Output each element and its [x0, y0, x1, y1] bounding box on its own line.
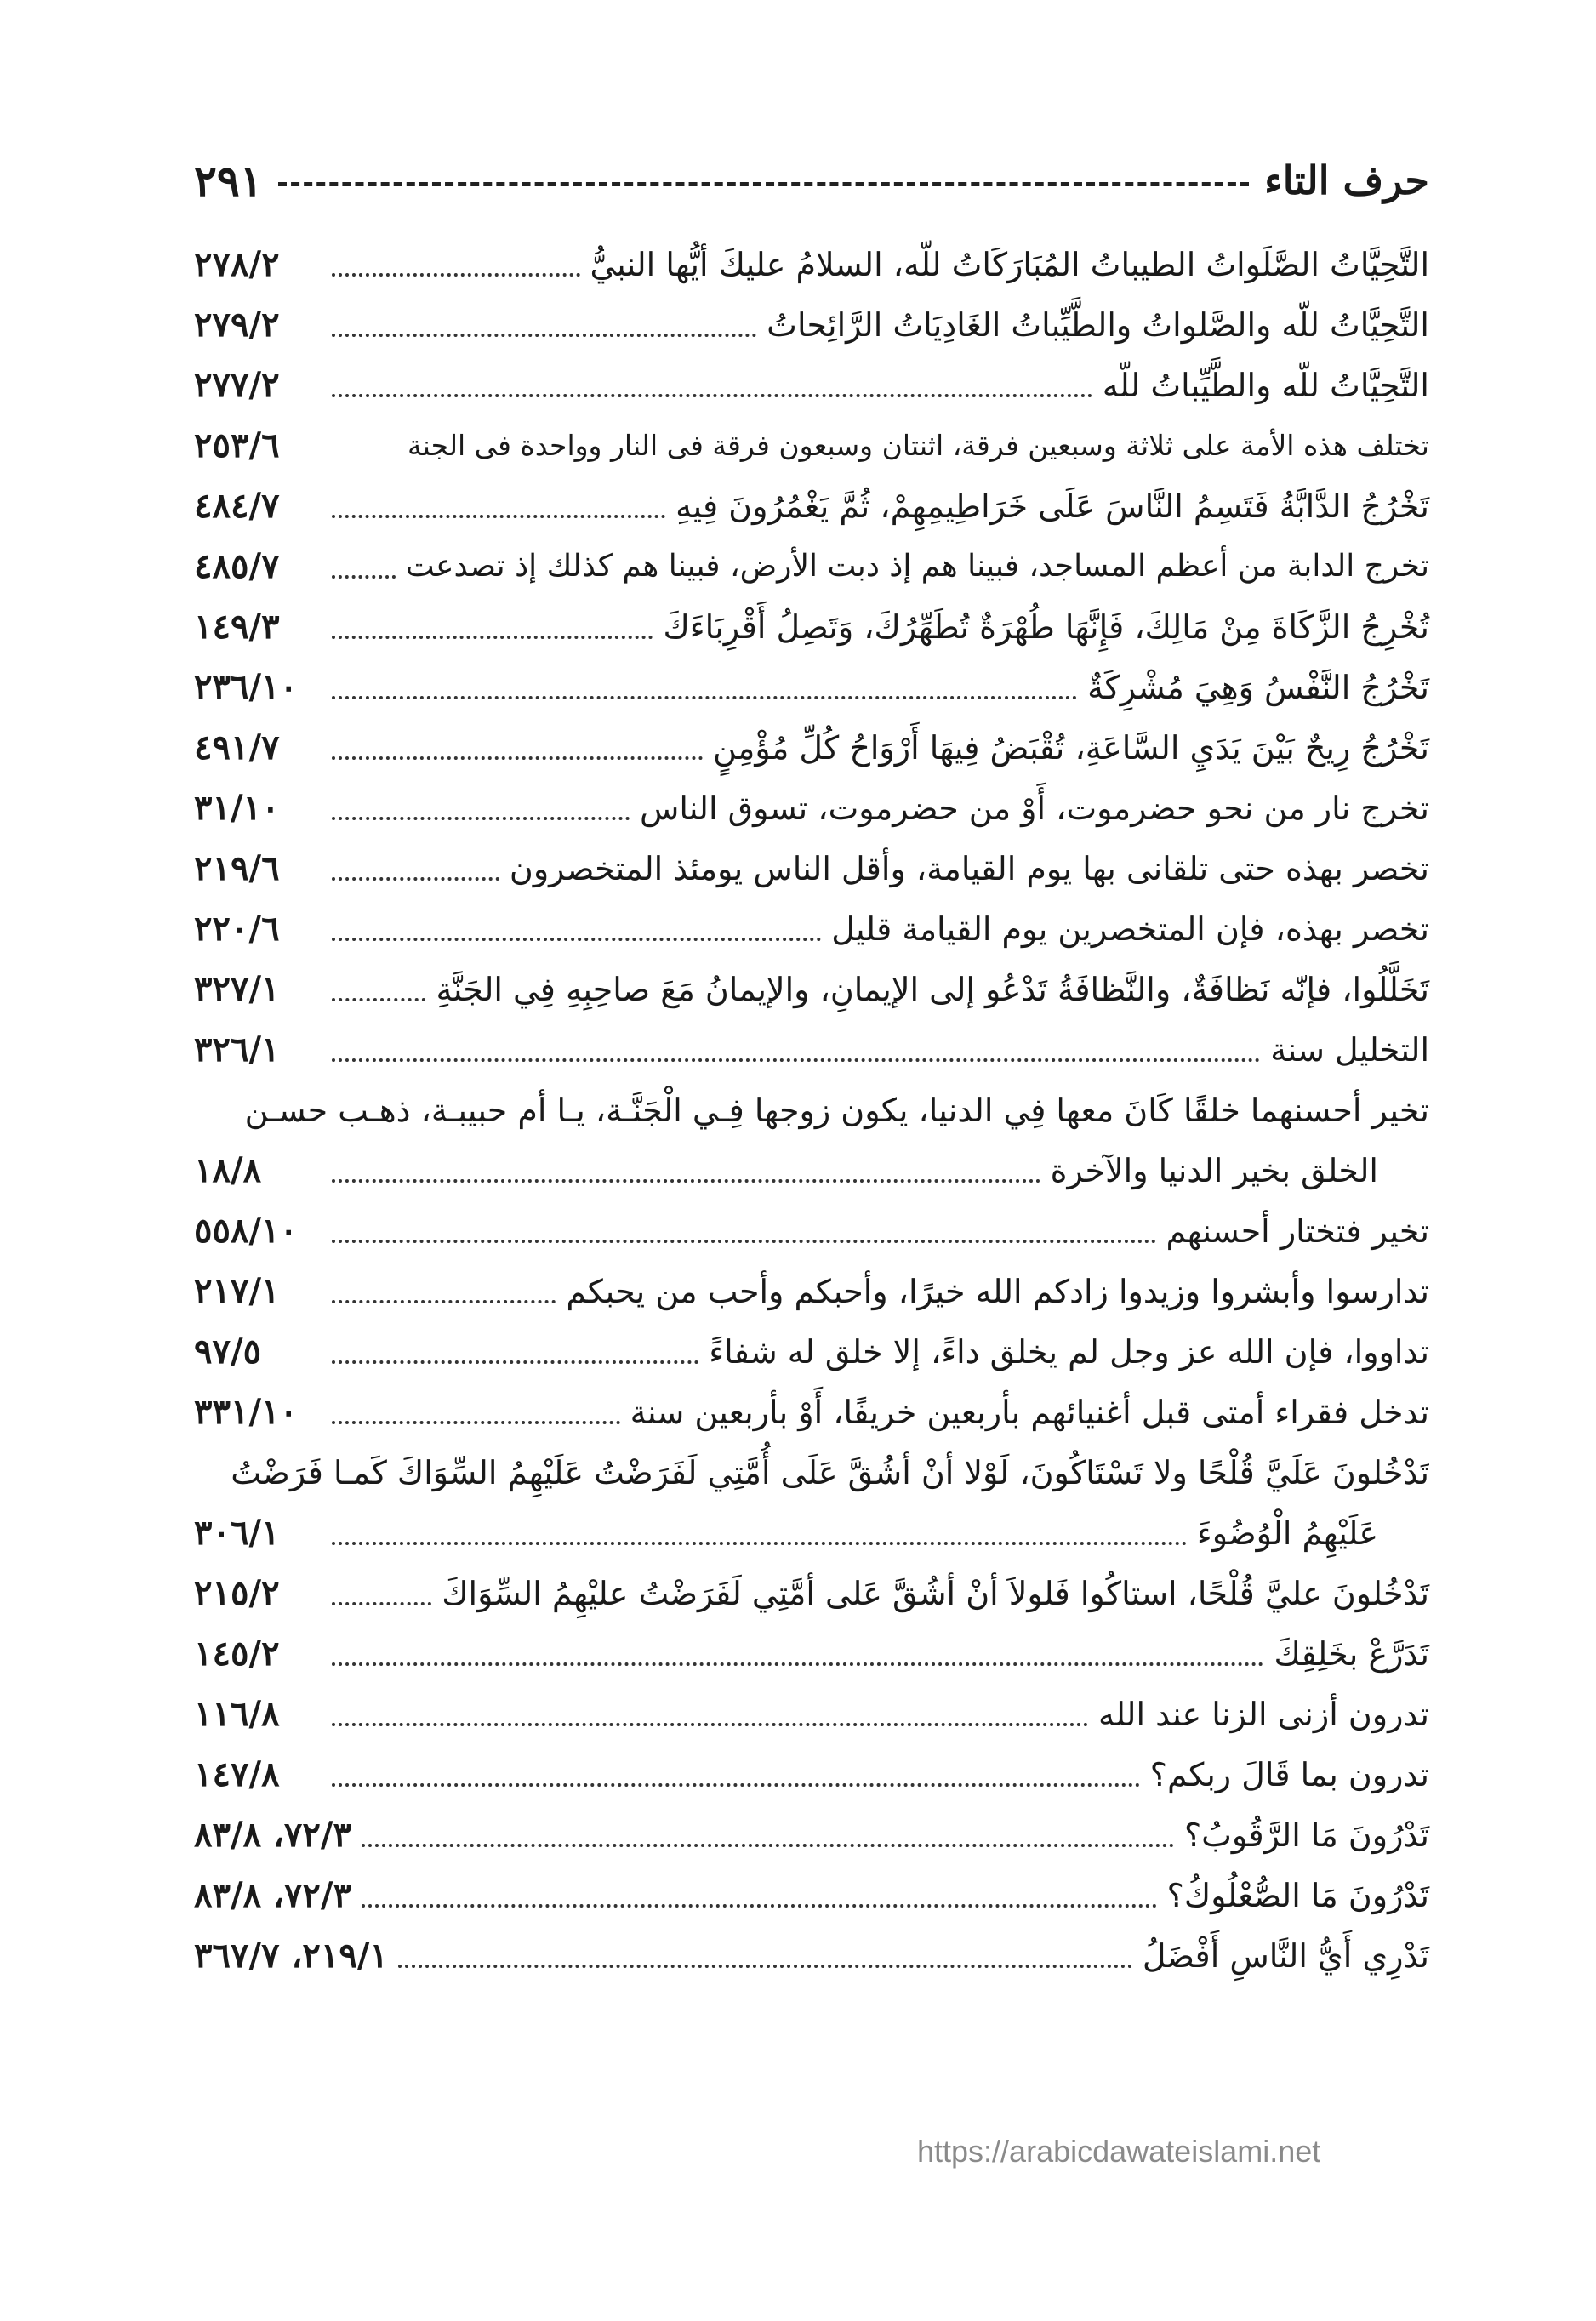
entry-reference: ٢١٩/١، ٣٦٧/٧ — [194, 1936, 388, 1976]
index-entry — [194, 471, 1429, 532]
entry-text: تَدْخُلونَ عَلَيَّ قُلْحًا ولا تَسْتَاكُونَ، لَوْلا أنْ أشُقَّ عَلَى أُمَّتِي لَفَرَضْتُ عَلَيْهِمُ السِّوَاكَ كَمـا فَرَضْتُ — [231, 1454, 1429, 1491]
watermark-url: https://arabicdawateislami.net — [917, 2134, 1321, 2169]
entry-reference: ٢٧٧/٢ — [194, 365, 280, 405]
dot-leader — [332, 1662, 1263, 1666]
index-entry — [194, 1196, 1429, 1257]
entry-text: تَدْرُونَ مَا الرَّقُوبُ؟ — [1183, 1816, 1429, 1854]
entry-reference: ٢٧٩/٢ — [194, 305, 280, 345]
entry-reference: ١٤٩/٣ — [194, 607, 280, 647]
dot-leader — [362, 1844, 1174, 1847]
dot-leader — [362, 1904, 1157, 1908]
dot-leader — [332, 1723, 1088, 1726]
entry-text: تَدْخُلونَ عليَّ قُلْحًا، استاكُوا فَلولاَ أنْ أشُقَّ عَلى أمَّتِي لَفَرَضْتُ عليْهِمُ السِّوَاكَ — [442, 1575, 1429, 1612]
entry-reference: ١٤٥/٢ — [194, 1634, 280, 1674]
entry-text: تُخْرِجُ الزَّكَاةَ مِنْ مَالِكَ، فَإِنَّهَا طُهْرَةٌ تُطَهِّرُكَ، وَتَصِلُ أَقْرِبَاءَكَ — [663, 608, 1429, 646]
entry-text: تَخَلَّلُوا، فإنّه نَظافَةٌ، والنَّظافَةُ تَدْعُو إلى الإيمانِ، والإيمانُ مَعَ صاحِبِهِ فِي الجَنَّةِ — [436, 971, 1429, 1008]
entry-text: التخليل سنة — [1270, 1031, 1429, 1069]
dot-leader — [332, 515, 665, 518]
entry-text: تداووا، فإن الله عز وجل لم يخلق داءً، إلا خلق له شفاءً — [709, 1333, 1429, 1371]
entry-reference: ٧٢/٣، ٨٣/٨ — [194, 1815, 351, 1855]
entry-reference: ٥٥٨/١٠ — [194, 1211, 299, 1251]
entry-text: تَخْرُجُ رِيحٌ بَيْنَ يَدَيِ السَّاعَةِ، تُقْبَضُ فِيهَا أَرْوَاحُ كُلِّ مُؤْمِنٍ — [713, 729, 1429, 767]
index-entry — [194, 1438, 1429, 1559]
entry-text: تدارسوا وأبشروا وزيدوا زادكم الله خيرًا، وأحبكم وأحب من يحبكم — [566, 1273, 1429, 1310]
dot-leader — [332, 394, 1092, 397]
entry-reference: ٣٣١/١٠ — [194, 1392, 299, 1432]
entry-text: تخير أحسنهما خلقًا كَانَ معها فِي الدنيا، يكون زوجها فِـي الْجَنَّـة، يـا أم حبيبـة، ذهـب حسـن — [244, 1092, 1429, 1129]
entry-text: تَخْرُجُ الدَّابَّةُ فَتَسِمُ النَّاسَ عَلَى خَرَاطِيمِهِمْ، ثُمَّ يَغْمُرُونَ فِيهِ — [675, 488, 1429, 525]
index-entry — [194, 955, 1429, 1015]
index-entry — [194, 1619, 1429, 1679]
entry-reference: ٣٢٦/١ — [194, 1029, 280, 1069]
index-entry — [194, 1921, 1429, 1982]
dot-leader — [332, 1360, 698, 1364]
dot-leader — [332, 334, 756, 337]
entry-text: تدرون بما قَالَ ربكم؟ — [1149, 1756, 1429, 1794]
dot-leader — [332, 877, 499, 881]
entry-reference: ٢٢٠/٦ — [194, 909, 280, 949]
entry-reference: ١٨/٨ — [194, 1150, 262, 1190]
entry-reference: ٤٨٥/٧ — [194, 546, 280, 586]
index-entry — [194, 713, 1429, 773]
dot-leader — [332, 1421, 620, 1424]
entry-continuation-text: عَلَيْهِمُ الْوُضُوءَ — [1196, 1514, 1378, 1552]
index-entry — [194, 1075, 1429, 1196]
entry-reference: ١١٦/٨ — [194, 1694, 280, 1734]
entry-reference: ٧٢/٣، ٨٣/٨ — [194, 1875, 351, 1915]
entry-text: تَدْرِي أَيُّ النَّاسِ أَفْضَلُ — [1142, 1937, 1429, 1975]
index-entry — [194, 773, 1429, 834]
entry-reference: ٢١٧/١ — [194, 1271, 280, 1311]
entry-text: تَدَرَّعْ بخَلِقِكَ — [1274, 1635, 1429, 1673]
entry-text: تخصر بهذه، فإن المتخصرين يوم القيامة قليل — [831, 910, 1429, 948]
entry-reference: ٩٧/٥ — [194, 1332, 262, 1372]
dot-leader — [332, 1542, 1187, 1545]
entry-text: التَّحِيَّاتُ للّه والصَّلواتُ والطَّيِّباتُ الغَادِيَاتُ الرَّائِحاتُ — [767, 306, 1429, 344]
dot-leader — [332, 1300, 556, 1303]
index-entry — [194, 1257, 1429, 1317]
entry-reference: ٣٢٧/١ — [194, 969, 280, 1009]
dot-leader — [332, 1240, 1156, 1243]
header-rule — [278, 182, 1250, 186]
entry-reference: ٤٩١/٧ — [194, 727, 280, 767]
index-entry — [194, 351, 1429, 411]
dot-leader — [332, 575, 396, 579]
index-entry — [194, 1800, 1429, 1861]
index-entry — [194, 1015, 1429, 1075]
index-entry — [194, 1317, 1429, 1377]
entry-continuation-text: الخلق بخير الدنيا والآخرة — [1050, 1152, 1378, 1189]
entry-reference: ٢٧٨/٢ — [194, 244, 280, 284]
index-entry — [194, 592, 1429, 653]
index-entry — [194, 1559, 1429, 1619]
dot-leader — [332, 636, 653, 639]
entry-reference: ٢١٥/٢ — [194, 1573, 280, 1613]
index-entry — [194, 230, 1429, 290]
entry-text: تَدْرُونَ مَا الصُّعْلُوكُ؟ — [1166, 1877, 1429, 1914]
dot-leader — [332, 1058, 1260, 1062]
dot-leader — [332, 696, 1077, 699]
entry-text: تخصر بهذه حتى تلقانى بها يوم القيامة، وأقل الناس يومئذ المتخصرون — [509, 850, 1429, 887]
index-entry — [194, 290, 1429, 351]
dot-leader — [332, 273, 580, 277]
entry-continuation-line — [194, 1498, 1429, 1559]
index-entries — [194, 230, 1429, 1982]
section-title: حرف التاء — [1264, 157, 1429, 203]
index-entry — [194, 1679, 1429, 1740]
entry-text: التَّحِيَّاتُ للّه والطَّيِّباتُ للّه — [1102, 367, 1429, 404]
entry-text: تدرون أزنى الزنا عند الله — [1097, 1696, 1429, 1733]
entry-reference: ١٤٧/٨ — [194, 1754, 280, 1794]
index-entry — [194, 1377, 1429, 1438]
index-entry — [194, 894, 1429, 955]
page-header — [194, 146, 1429, 214]
entry-reference: ٣٠٦/١ — [194, 1513, 280, 1553]
entry-text: تدخل فقراء أمتى قبل أغنيائهم بأربعين خريفًا، أَوْ بأربعين سنة — [630, 1394, 1429, 1431]
index-entry — [194, 1861, 1429, 1921]
dot-leader — [332, 756, 703, 760]
entry-text: التَّحِيَّاتُ الصَّلَواتُ الطيباتُ المُبَارَكَاتُ للّه، السلامُ عليكَ أيُّها النبيُّ — [590, 246, 1429, 283]
entry-reference: ٢٥٣/٦ — [194, 425, 280, 465]
dot-leader — [332, 817, 630, 820]
index-entry — [194, 1740, 1429, 1800]
index-entry — [194, 532, 1429, 592]
dot-leader — [332, 1179, 1040, 1183]
dot-leader — [332, 938, 821, 941]
index-entry — [194, 834, 1429, 894]
dot-leader — [332, 998, 425, 1001]
dot-leader — [332, 1602, 431, 1605]
dot-leader — [332, 1783, 1140, 1787]
entry-reference: ٤٨٤/٧ — [194, 486, 280, 526]
index-entry — [194, 411, 1429, 471]
entry-reference: ٢١٩/٦ — [194, 848, 280, 888]
entry-text: تخرج الدابة من أعظم المساجد، فبينا هم إذ دبت الأرض، فبينا هم كذلك إذ تصدعت — [405, 549, 1429, 584]
entry-reference: ٣١/١٠ — [194, 788, 280, 828]
entry-text: تخرج نار من نحو حضرموت، أَوْ من حضرموت، تسوق الناس — [639, 790, 1429, 827]
page-number: ٢٩١ — [194, 155, 263, 206]
entry-text: تختلف هذه الأمة على ثلاثة وسبعين فرقة، اثنتان وسبعون فرقة فى النار وواحدة فى الجنة — [408, 429, 1429, 462]
entry-continuation-line — [194, 1136, 1429, 1196]
entry-text: تَخْرُجُ النَّفْسُ وَهِيَ مُشْرِكَةٌ — [1087, 669, 1429, 706]
index-entry — [194, 653, 1429, 713]
entry-text: تخير فتختار أحسنهم — [1166, 1212, 1429, 1250]
dot-leader — [398, 1965, 1132, 1968]
entry-reference: ٢٣٦/١٠ — [194, 667, 299, 707]
